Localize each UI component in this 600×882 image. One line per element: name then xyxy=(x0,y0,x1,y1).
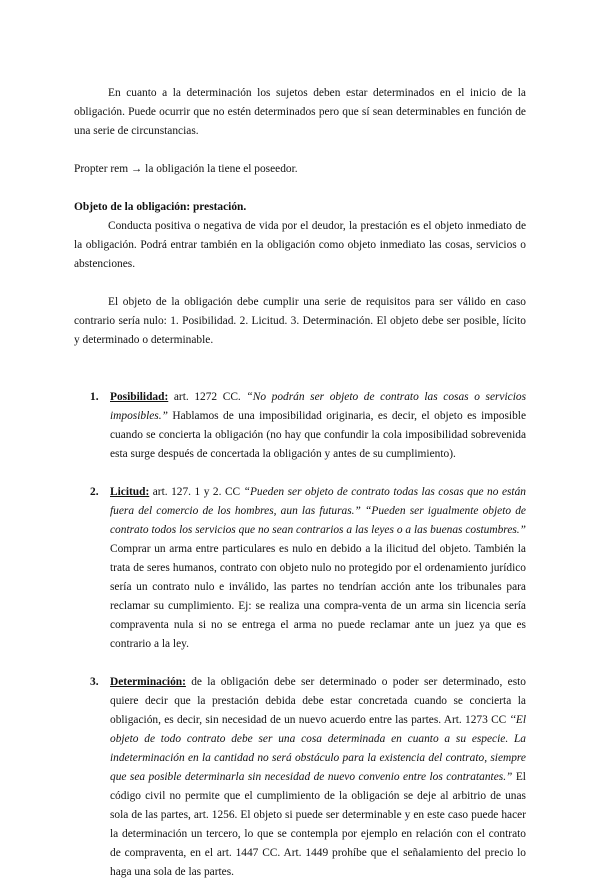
list-text-pre: art. 127. 1 y 2. CC xyxy=(149,486,244,498)
list-item-posibilidad xyxy=(74,388,526,464)
list-number: 1. xyxy=(90,391,99,403)
section-heading: Objeto de la obligación: prestación. xyxy=(74,201,247,213)
paragraph-propter-rem: Propter rem → la obligación la tiene el poseedor. xyxy=(74,163,298,175)
list-text-pre: de la obligación debe ser determinado o poder ser determinado, esto quiere decir que la prestación debida debe estar concretada cuando se concierta la obligación, es decir, sin necesidad de un nuevo acuerdo entre las partes. Art. 1273 CC xyxy=(110,676,526,726)
requirements-list xyxy=(74,388,526,882)
list-quote: “Pueden ser objeto de contrato todas las cosas que no están fuera del comercio de los hombres, aun las futuras.” “Pueden ser igualmente objeto de contrato todos los servicios que no sean contrarios a las leyes o a las buenas costumbres.” xyxy=(110,486,526,536)
list-number: 3. xyxy=(90,676,99,688)
list-term: Determinación: xyxy=(110,676,186,688)
list-text-post: Comprar un arma entre particulares es nulo en debido a la ilicitud del objeto. También la trata de seres humanos, contrato con objeto nulo no protegido por el ordenamiento jurídico sería un contrato nulo e inválido, las partes no tendrían acción ante los tribunales para reclamar su cumplimiento. Ej: se realiza una compra-venta de un arma sin licencia sería compraventa nula si no se entrega el arma no puede reclamar ante un juez ya que es contrario a la ley. xyxy=(110,543,526,650)
list-item-determinacion xyxy=(74,673,526,882)
list-item-licitud xyxy=(74,483,526,654)
paragraph-prestacion: Conducta positiva o negativa de vida por el deudor, la prestación es el objeto inmediato de la obligación. Podrá entrar también en la obligación como objeto inmediato las cosas, servicios o abstenciones. xyxy=(74,220,526,270)
list-term: Posibilidad: xyxy=(110,391,169,403)
list-text-post: El código civil no permite que el cumplimiento de la obligación se deje al arbitrio de unas sola de las partes, art. 1256. El objeto si puede ser determinable y en este caso puede hacer la determinación un tercero, lo que se contempla por ejemplo en relación con el contrato de compraventa, en el art. 1447 CC. Art. 1449 prohíbe que el señalamiento del precio lo haga una sola de las partes. xyxy=(110,771,526,878)
paragraph-requirements: El objeto de la obligación debe cumplir una serie de requisitos para ser válido en caso contrario sería nulo: 1. Posibilidad. 2. Licitud. 3. Determinación. El objeto debe ser posible, lícito y determinado o determinable. xyxy=(74,296,526,346)
document-page xyxy=(74,84,526,882)
list-number: 2. xyxy=(90,486,99,498)
list-term: Licitud: xyxy=(110,486,150,498)
list-quote: “No podrán ser objeto de contrato las cosas o servicios imposibles.” xyxy=(110,391,527,422)
list-text-post: Hablamos de una imposibilidad originaria, es decir, el objeto es imposible cuando se concierta la obligación (no hay que confundir la cola imposibilidad sobrevenida esta surge después de concertada la obligación y antes de su cumplimiento). xyxy=(110,410,526,460)
list-quote: ‘‘El objeto de todo contrato debe ser una cosa determinada en cuanto a su especie. La indeterminación en la cantidad no será obstáculo para la existencia del contrato, siempre que sea posible determinarla sin necesidad de nuevo convenio entre los contratantes.” xyxy=(110,714,526,783)
paragraph-subject-determination: En cuanto a la determinación los sujetos deben estar determinados en el inicio de la obligación. Puede ocurrir que no estén determinados pero que sí sean determinables en función de una serie de circunstancias. xyxy=(74,87,526,137)
list-text-pre: art. 1272 CC. xyxy=(168,391,247,403)
